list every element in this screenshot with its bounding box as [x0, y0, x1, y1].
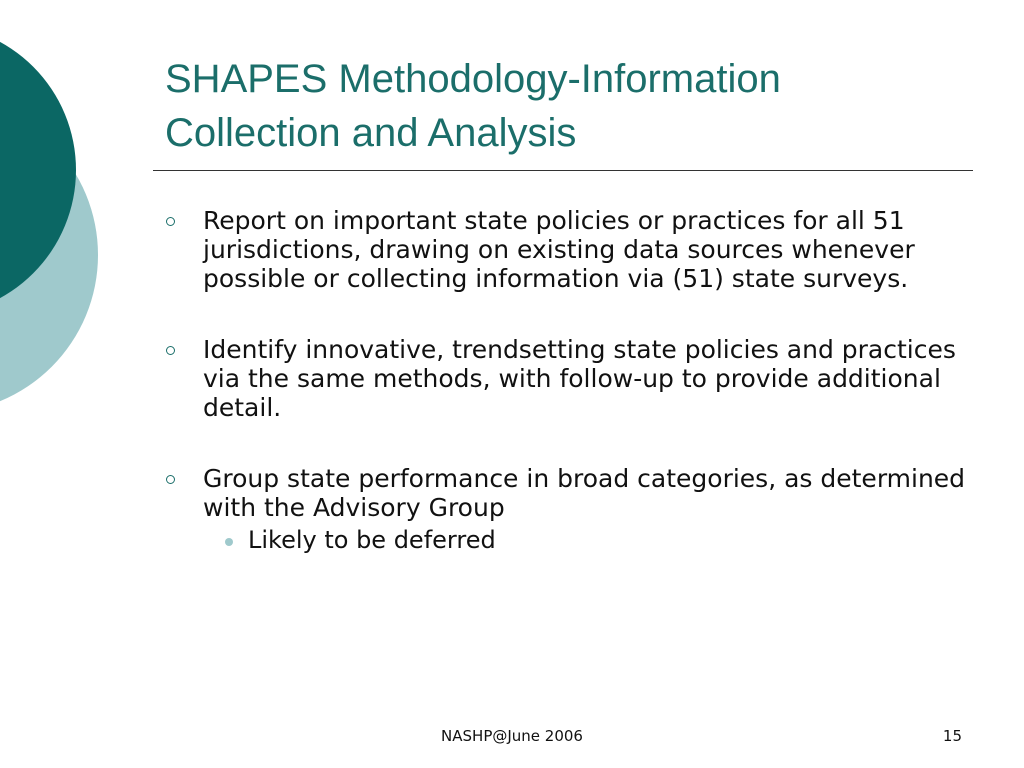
sub-bullet-list: [203, 526, 980, 555]
bullet-item: [160, 206, 980, 293]
title-line-2: Collection and Analysis: [165, 111, 577, 155]
sub-bullet-item: [225, 526, 980, 555]
bullet-list: [160, 206, 980, 555]
bullet-item: [160, 335, 980, 422]
title-line-1: SHAPES Methodology-Information: [165, 57, 781, 101]
bullet-text: Group state performance in broad categories, as determined with the Advisory Group: [203, 464, 966, 522]
bullet-item: [160, 464, 980, 555]
title-divider: [153, 170, 973, 171]
hollow-circle-bullet-icon: [166, 346, 175, 355]
sub-bullet-text: Likely to be deferred: [248, 526, 496, 554]
hollow-circle-bullet-icon: [166, 475, 175, 484]
decorative-circles: [0, 0, 110, 420]
hollow-circle-bullet-icon: [166, 217, 175, 226]
slide-title: [165, 52, 985, 160]
filled-dot-bullet-icon: [225, 538, 233, 546]
bullet-text: Report on important state policies or practices for all 51 jurisdictions, drawing on existing data sources whenever possible or collecting information via (51) state surveys.: [203, 206, 915, 293]
footer-text: NASHP@June 2006: [441, 727, 583, 745]
bullet-text: Identify innovative, trendsetting state policies and practices via the same methods, with follow-up to provide additional detail.: [203, 335, 956, 422]
page-number: 15: [942, 727, 962, 745]
